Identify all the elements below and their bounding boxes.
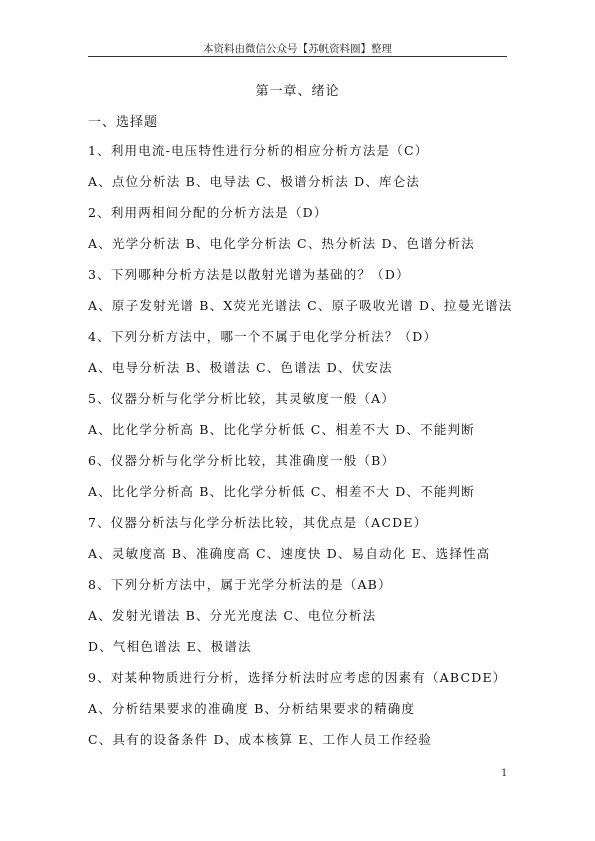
question-8-options-a: A、发射光谱法 B、分光光度法 C、电位分析法 [88,608,377,623]
question-3: 3、下列哪种分析方法是以散射光谱为基础的？（D） [88,267,410,282]
question-1-options: A、点位分析法 B、电导法 C、极谱分析法 D、库仑法 [88,174,421,189]
section-title: 一、选择题 [88,115,159,130]
question-5-options: A、比化学分析高 B、比化学分析低 C、相差不大 D、不能判断 [88,422,475,437]
question-7-options: A、灵敏度高 B、准确度高 C、速度快 D、易自动化 E、选择性高 [88,546,491,561]
question-9-options-b: C、具有的设备条件 D、成本核算 E、工作人员工作经验 [88,732,433,747]
chapter-title: 第一章、绪论 [255,84,340,99]
header-divider [88,56,507,57]
page-number: 1 [501,768,508,779]
question-7: 7、仪器分析法与化学分析法比较，其优点是（ACDE） [88,515,428,530]
question-6-options: A、比化学分析高 B、比化学分析低 C、相差不大 D、不能判断 [88,484,475,499]
question-list [88,142,518,762]
question-8-options-b: D、气相色谱法 E、极谱法 [88,639,252,654]
question-8: 8、下列分析方法中，属于光学分析法的是（AB） [88,577,392,592]
question-4-options: A、电导分析法 B、极谱法 C、色谱法 D、伏安法 [88,360,393,375]
question-9: 9、对某种物质进行分析，选择分析法时应考虑的因素有（ABCDE） [88,670,507,685]
question-2: 2、利用两相间分配的分析方法是（D） [88,205,328,220]
question-5: 5、仪器分析与化学分析比较，其灵敏度一般（A） [88,391,396,406]
question-9-options-a: A、分析结果要求的准确度 B、分析结果要求的精确度 [88,701,416,716]
question-3-options: A、原子发射光谱 B、X荧光光谱法 C、原子吸收光谱 D、拉曼光谱法 [88,298,513,313]
question-1: 1、利用电流-电压特性进行分析的相应分析方法是（C） [88,143,429,158]
question-2-options: A、光学分析法 B、电化学分析法 C、热分析法 D、色谱分析法 [88,236,475,251]
question-6: 6、仪器分析与化学分析比较，其准确度一般（B） [88,453,396,468]
page-header: 本资料由微信公众号【苏帆资料圈】整理 [203,43,392,55]
question-4: 4、下列分析方法中，哪一个不属于电化学分析法？（D） [88,329,438,344]
